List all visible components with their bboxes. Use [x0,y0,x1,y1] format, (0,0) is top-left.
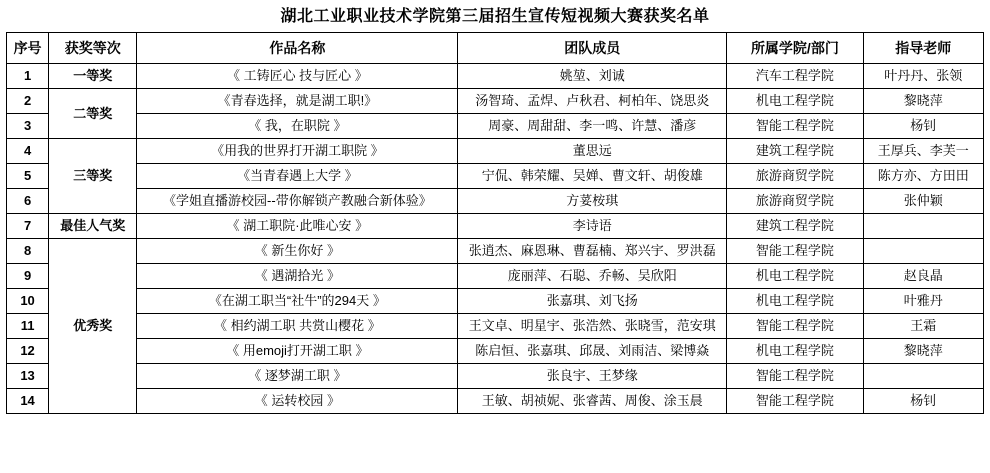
row-index: 7 [7,214,49,239]
team-members: 张良宇、王梦缘 [458,364,727,389]
column-header-index: 序号 [7,33,49,64]
team-members: 方荽桉琪 [458,189,727,214]
college-name: 智能工程学院 [727,364,863,389]
table-row [7,214,984,239]
work-title: 《 逐梦湖工职 》 [137,364,458,389]
advisor-name: 杨钊 [863,114,983,139]
advisor-name: 赵良晶 [863,264,983,289]
table-row [7,339,984,364]
row-index: 10 [7,289,49,314]
row-index: 3 [7,114,49,139]
table-header-row [7,33,984,64]
column-header-college: 所属学院/部门 [727,33,863,64]
column-header-work: 作品名称 [137,33,458,64]
work-title: 《学姐直播游校园--带你解锁产教融合新体验》 [137,189,458,214]
college-name: 建筑工程学院 [727,214,863,239]
row-index: 5 [7,164,49,189]
row-index: 8 [7,239,49,264]
advisor-name: 黎晓萍 [863,339,983,364]
college-name: 智能工程学院 [727,389,863,414]
table-row [7,289,984,314]
award-level: 优秀奖 [49,239,137,414]
advisor-name: 张仲颖 [863,189,983,214]
college-name: 机电工程学院 [727,339,863,364]
row-index: 9 [7,264,49,289]
award-level: 最佳人气奖 [49,214,137,239]
table-row [7,364,984,389]
work-title: 《 新生你好 》 [137,239,458,264]
work-title: 《 我，在职院 》 [137,114,458,139]
work-title: 《 运转校园 》 [137,389,458,414]
work-title: 《 相约湖工职 共赏山樱花 》 [137,314,458,339]
team-members: 周豪、周甜甜、李一鸣、许慧、潘彦 [458,114,727,139]
column-header-teacher: 指导老师 [863,33,983,64]
college-name: 机电工程学院 [727,289,863,314]
row-index: 1 [7,64,49,89]
table-row [7,314,984,339]
team-members: 董思远 [458,139,727,164]
advisor-name: 王霜 [863,314,983,339]
team-members: 张嘉琪、刘飞扬 [458,289,727,314]
work-title: 《 遇湖拾光 》 [137,264,458,289]
team-members: 姚堃、刘诚 [458,64,727,89]
advisor-name [863,239,983,264]
table-row [7,389,984,414]
team-members: 王敏、胡祯妮、张睿茜、周俊、涂玉晨 [458,389,727,414]
row-index: 4 [7,139,49,164]
advisor-name: 叶雅丹 [863,289,983,314]
college-name: 智能工程学院 [727,239,863,264]
team-members: 张逍杰、麻恩琳、曹磊楠、郑兴宇、罗洪磊 [458,239,727,264]
column-header-members: 团队成员 [458,33,727,64]
college-name: 机电工程学院 [727,264,863,289]
work-title: 《用我的世界打开湖工职院 》 [137,139,458,164]
table-row [7,164,984,189]
award-level: 三等奖 [49,139,137,214]
row-index: 12 [7,339,49,364]
college-name: 机电工程学院 [727,89,863,114]
table-row [7,64,984,89]
page-title: 湖北工业职业技术学院第三届招生宣传短视频大赛获奖名单 [280,8,710,25]
work-title: 《 工铸匠心 技与匠心 》 [137,64,458,89]
row-index: 11 [7,314,49,339]
table-row [7,264,984,289]
advisor-name [863,214,983,239]
team-members: 王文卓、明星宇、张浩然、张晓雪，范安琪 [458,314,727,339]
college-name: 建筑工程学院 [727,139,863,164]
work-title: 《当青春遇上大学 》 [137,164,458,189]
row-index: 6 [7,189,49,214]
team-members: 陈启恒、张嘉琪、邱晟、刘雨洁、梁博焱 [458,339,727,364]
college-name: 旅游商贸学院 [727,164,863,189]
table-row [7,189,984,214]
college-name: 汽车工程学院 [727,64,863,89]
advisor-name: 王厚兵、李芙一 [863,139,983,164]
team-members: 李诗语 [458,214,727,239]
team-members: 汤智琦、孟焊、卢秋君、柯柏年、饶思炎 [458,89,727,114]
table-row [7,89,984,114]
advisor-name [863,364,983,389]
advisor-name: 黎晓萍 [863,89,983,114]
work-title: 《青春选择，就是湖工职!》 [137,89,458,114]
row-index: 14 [7,389,49,414]
work-title: 《 湖工职院·此唯心安 》 [137,214,458,239]
table-row [7,114,984,139]
team-members: 宁侃、韩荣耀、吴婵、曹文轩、胡俊雄 [458,164,727,189]
college-name: 旅游商贸学院 [727,189,863,214]
award-list-table [6,32,984,414]
advisor-name: 陈方亦、方田田 [863,164,983,189]
advisor-name: 杨钊 [863,389,983,414]
table-row [7,239,984,264]
work-title: 《 用emoji打开湖工职 》 [137,339,458,364]
row-index: 2 [7,89,49,114]
table-row [7,139,984,164]
college-name: 智能工程学院 [727,314,863,339]
award-level: 二等奖 [49,89,137,139]
award-level: 一等奖 [49,64,137,89]
column-header-level: 获奖等次 [49,33,137,64]
college-name: 智能工程学院 [727,114,863,139]
team-members: 庞丽萍、石聪、乔畅、吴欣阳 [458,264,727,289]
advisor-name: 叶丹丹、张领 [863,64,983,89]
row-index: 13 [7,364,49,389]
work-title: 《在湖工职当“社牛”的294天 》 [137,289,458,314]
